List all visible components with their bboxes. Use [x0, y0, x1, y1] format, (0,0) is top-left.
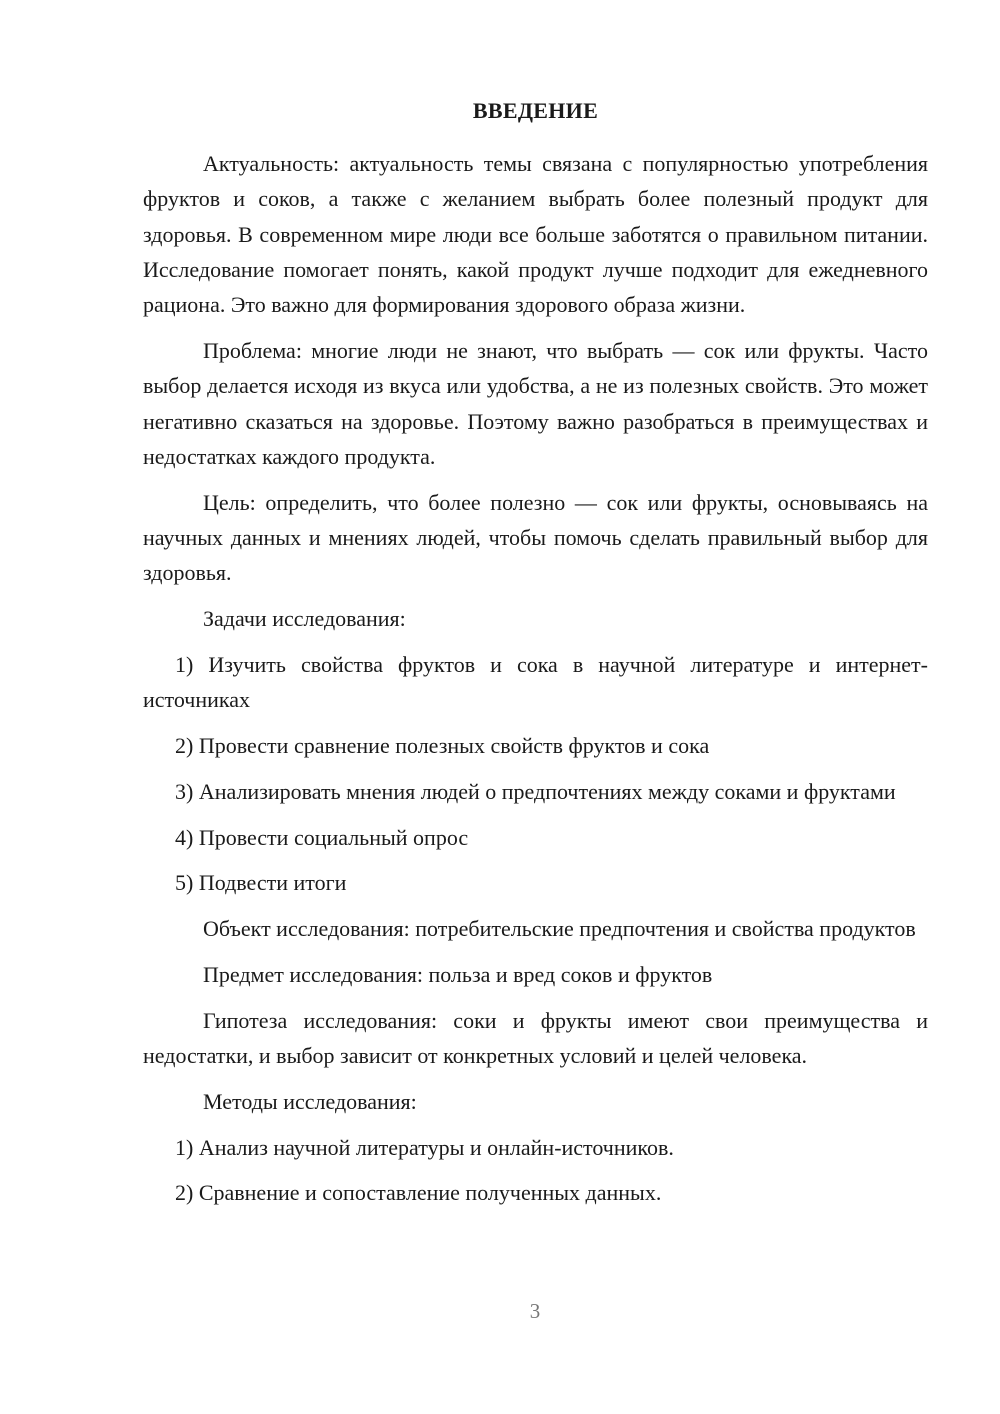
method-item-2: 2) Сравнение и сопоставление полученных данных.: [175, 1180, 662, 1206]
paragraph-goal: Цель: определить, что более полезно — сок или фрукты, основываясь на научных данных и мнениях людей, чтобы помочь сделать правильный выбор для здоровья.: [143, 489, 928, 586]
task-item-4: 4) Провести социальный опрос: [175, 824, 469, 850]
paragraph-object: Объект исследования: потребительские предпочтения и свойства продуктов: [203, 916, 916, 942]
page-number: 3: [529, 1299, 541, 1323]
section-heading: ВВЕДЕНИЕ: [472, 98, 599, 123]
task-item-1: 1) Изучить свойства фруктов и сока в научной литературе и интернет-источниках: [143, 651, 928, 713]
paragraph-tasks-title: Задачи исследования:: [203, 606, 406, 632]
task-item-5: 5) Подвести итоги: [175, 870, 347, 896]
paragraph-subject: Предмет исследования: польза и вред соков и фруктов: [203, 961, 713, 987]
paragraph-relevance: Актуальность: актуальность темы связана с популярностью употребления фруктов и соков, а также с желанием выбрать более полезный продукт для здоровья. В современном мире люди все больше заботятся о правильном питании. Исследование помогает понять, какой продукт лучше подходит для ежедневного рациона. Это важно для формирования здорового образа жизни.: [143, 151, 928, 318]
task-item-3: 3) Анализировать мнения людей о предпочтениях между соками и фруктами: [175, 778, 896, 804]
paragraph-problem: Проблема: многие люди не знают, что выбрать — сок или фрукты. Часто выбор делается исходя из вкуса или удобства, а не из полезных свойств. Это может негативно сказаться на здоровье. Поэтому важно разобраться в преимуществах и недостатках каждого продукта.: [143, 337, 928, 469]
paragraph-methods-title: Методы исследования:: [203, 1088, 417, 1114]
task-item-2: 2) Провести сравнение полезных свойств фруктов и сока: [175, 732, 710, 758]
method-item-1: 1) Анализ научной литературы и онлайн-источников.: [175, 1134, 674, 1160]
document-page: [143, 96, 928, 1211]
paragraph-hypothesis: Гипотеза исследования: соки и фрукты имеют свои преимущества и недостатки, и выбор зависит от конкретных условий и целей человека.: [143, 1007, 928, 1069]
